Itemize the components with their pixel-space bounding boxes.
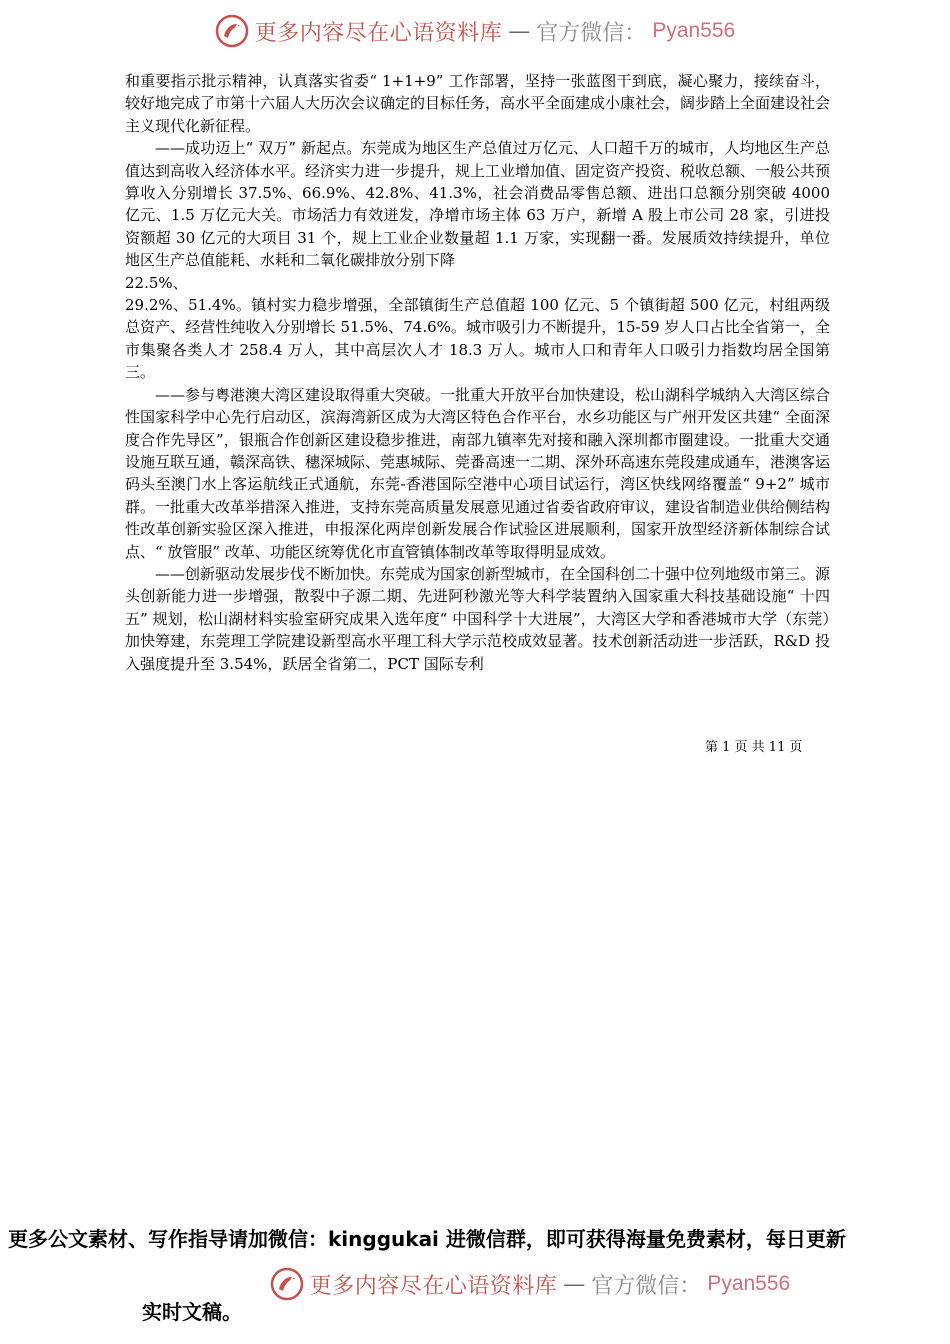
paragraph: ——参与粤港澳大湾区建设取得重大突破。一批重大开放平台加快建设，松山湖科学城纳入大湾区综合性国家科学中心先行启动区，滨海湾新区成为大湾区特色合作平台，水乡功能区与广州开发区共建“ 全面深度合作先导区”，银瓶合作创新区建设稳步推进，南部九镇率先对接和融入深圳都市圈建设。一批重大交通设施互联互通，赣深高铁、穗深城际、莞惠城际、莞番高速一二期、深外环高速东莞段建成通车，港澳客运码头至澳门水上客运航线正式通航，东莞-香港国际空港中心项目试运行，湾区快线网络覆盖“ 9+2” 城市群。一批重大改革举措深入推进，支持东莞高质量发展意见通过省委省政府审议，建设省制造业供给侧结构性改革创新实验区深入推进，申报深化两岸创新发展合作试验区进展顺利，国家开放型经济新体制综合试点、“ 放管服” 改革、功能区统筹优化市直管镇体制改革等取得明显成效。 bbox=[125, 385, 831, 561]
watermark-wechat-id: Pyan556 bbox=[652, 19, 736, 42]
paragraph: ——成功迈上“ 双万” 新起点。东莞成为地区生产总值过万亿元、人口超千万的城市，人均地区生产总值达到高收入经济体水平。经济实力进一步提升，规上工业增加值、固定资产投资、税收总额、一般公共预算收入分别增长 37.5%、66.9%、42.8%、41.3%，社会消费品零售总额、进出口总额分别突破 4000 亿元、1.5 万亿元大关。市场活力有效迸发，净增市场主体 63 万户，新增 A 股上市公司 28 家，引进投资额超 30 亿元的大项目 31 个，规上工业企业数量超 1.1 万家，实现翻一番。发展质效持续提升，单位地区生产总值能耗、水耗和二氧化碳排放分别下降 bbox=[125, 139, 831, 270]
paragraph: 和重要指示批示精神，认真落实省委“ 1+1+9” 工作部署，坚持一张蓝图干到底，凝心聚力，接续奋斗，较好地完成了市第十六届人大历次会议确定的目标任务，高水平全面建成小康社会，阔步踏上全面建设社会主义现代化新征程。 bbox=[125, 72, 831, 135]
brand-logo-icon bbox=[270, 1267, 304, 1301]
brand-logo-icon bbox=[215, 14, 249, 48]
promo-line-1: 更多公文素材、写作指导请加微信：kinggukai 进微信群，即可获得海量免费素材，每日更新 bbox=[8, 1227, 846, 1251]
watermark-wechat-id: Pyan556 bbox=[707, 1272, 791, 1295]
page-number: 第 1 页 共 11 页 bbox=[705, 740, 803, 755]
footer-watermark bbox=[55, 1267, 950, 1301]
paragraph: ——创新驱动发展步伐不断加快。东莞成为国家创新型城市，在全国科创二十强中位列地级市第三。源头创新能力进一步增强，散裂中子源二期、先进阿秒激光等大科学装置纳入国家重大科技基础设施“ 十四五” 规划，松山湖材料实验室研究成果入选年度“ 中国科学十大进展”，大湾区大学和香港城市大学（东莞）加快筹建，东莞理工学院建设新型高水平理工科大学示范校成效显著。技术创新活动进一步活跃，R&D 投入强度提升至 3.54%，跃居全省第二，PCT 国际专利 bbox=[125, 564, 831, 673]
watermark-brand: 更多内容尽在心语资料库 bbox=[309, 1273, 558, 1299]
watermark-separator: — bbox=[563, 1271, 586, 1297]
watermark-wechat-label: 官方微信： bbox=[591, 1273, 702, 1299]
watermark-separator: — bbox=[508, 18, 531, 44]
watermark-wechat-label: 官方微信： bbox=[536, 20, 647, 46]
promo-line-2: 实时文稿。 bbox=[142, 1300, 242, 1324]
paragraph: 29.2%、51.4%。镇村实力稳步增强，全部镇街生产总值超 100 亿元、5 个镇街超 500 亿元，村组两级总资产、经营性纯收入分别增长 51.5%、74.6%。城市吸引力不断提升，15-59 岁人口占比全省第一，全市集聚各类人才 258.4 万人，其中高层次人才 18.3 万人。城市人口和青年人口吸引力指数均居全国第三。 bbox=[125, 296, 830, 382]
watermark-brand: 更多内容尽在心语资料库 bbox=[254, 20, 503, 46]
document-body bbox=[125, 70, 830, 675]
paragraph: 22.5%、 bbox=[125, 273, 188, 292]
header-watermark bbox=[0, 14, 950, 48]
